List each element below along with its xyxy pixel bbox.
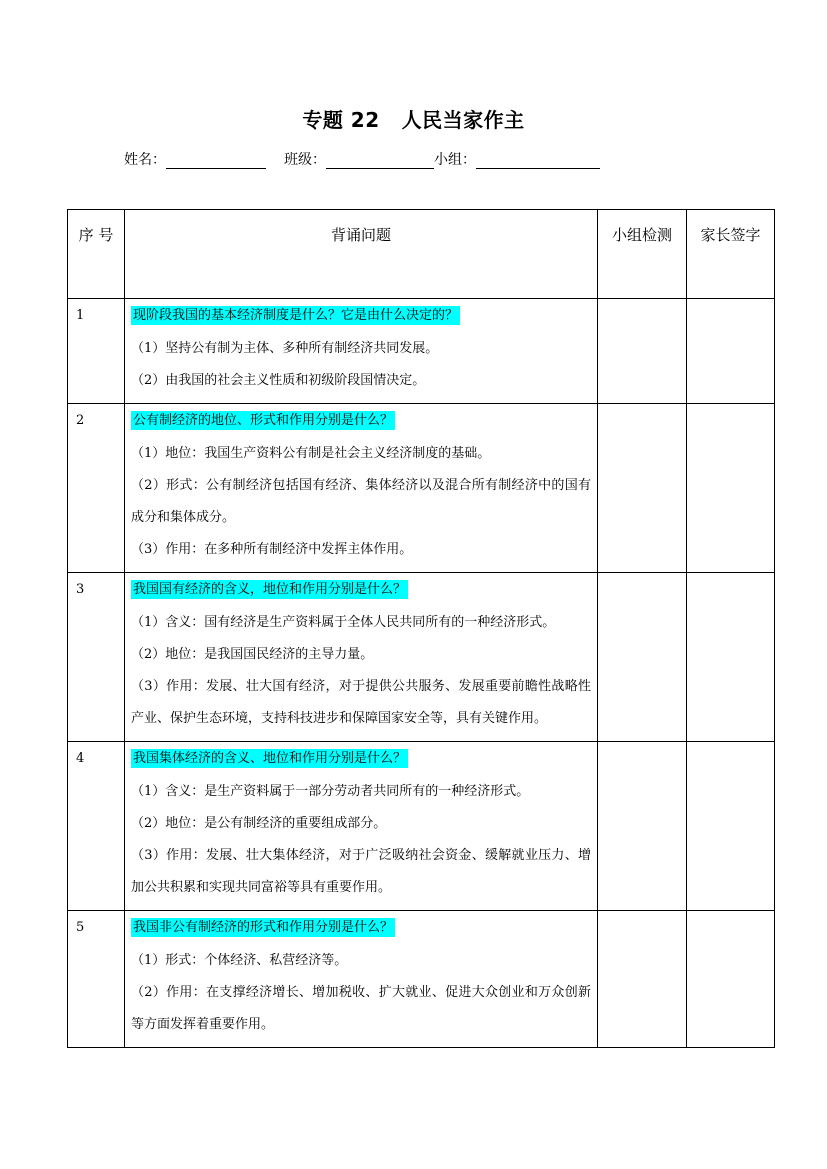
student-info-line <box>124 149 600 171</box>
answer-text: （2）作用：在支撑经济增长、增加税收、扩大就业、促进大众创业和万众创新等方面发挥着重要作用。 <box>131 985 591 1032</box>
col-header-number: 序 号 <box>68 210 125 299</box>
question-cell <box>125 911 598 1048</box>
answer-text: （2）地位：是我国国民经济的主导力量。 <box>131 647 374 662</box>
col-header-parent-signature: 家长签字 <box>687 210 775 299</box>
question-cell <box>125 404 598 573</box>
table-header-row <box>68 210 775 299</box>
name-field[interactable] <box>166 150 266 169</box>
row-number: 2 <box>68 404 125 573</box>
answer-text: （3）作用：发展、壮大集体经济，对于广泛吸纳社会资金、缓解就业压力、增加公共积累和实现共同富裕等具有重要作用。 <box>131 848 591 895</box>
row-number: 1 <box>68 299 125 404</box>
group-check-cell[interactable] <box>598 573 687 742</box>
row-number: 3 <box>68 573 125 742</box>
class-label: 班级： <box>284 152 326 168</box>
question-cell <box>125 573 598 742</box>
answer-text: （2）形式：公有制经济包括国有经济、集体经济以及混合所有制经济中的国有成分和集体成分。 <box>131 478 591 525</box>
parent-signature-cell[interactable] <box>687 404 775 573</box>
table-row <box>68 299 775 404</box>
question-text: 公有制经济的地位、形式和作用分别是什么？ <box>133 413 394 428</box>
row-number: 5 <box>68 911 125 1048</box>
table-row <box>68 573 775 742</box>
parent-signature-cell[interactable] <box>687 573 775 742</box>
col-header-group-check: 小组检测 <box>598 210 687 299</box>
answer-text: （3）作用：发展、壮大国有经济，对于提供公共服务、发展重要前瞻性战略性产业、保护生态环境，支持科技进步和保障国家安全等，具有关键作用。 <box>131 679 591 726</box>
table-row <box>68 404 775 573</box>
question-cell <box>125 299 598 404</box>
question-text: 我国国有经济的含义，地位和作用分别是什么？ <box>133 582 407 597</box>
question-text: 现阶段我国的基本经济制度是什么？它是由什么决定的？ <box>133 308 459 323</box>
col-header-question: 背诵问题 <box>125 210 598 299</box>
answer-text: （2）地位：是公有制经济的重要组成部分。 <box>131 816 387 831</box>
answer-text: （1）含义：国有经济是生产资料属于全体人民共同所有的一种经济形式。 <box>131 615 556 630</box>
answer-text: （2）由我国的社会主义性质和初级阶段国情决定。 <box>131 373 426 388</box>
parent-signature-cell[interactable] <box>687 299 775 404</box>
table-row <box>68 742 775 911</box>
answer-text: （3）作用：在多种所有制经济中发挥主体作用。 <box>131 542 413 557</box>
question-text: 我国非公有制经济的形式和作用分别是什么？ <box>133 920 394 935</box>
name-label: 姓名： <box>124 152 166 168</box>
group-check-cell[interactable] <box>598 742 687 911</box>
table-row <box>68 911 775 1048</box>
parent-signature-cell[interactable] <box>687 742 775 911</box>
answer-text: （1）含义：是生产资料属于一部分劳动者共同所有的一种经济形式。 <box>131 784 530 799</box>
group-check-cell[interactable] <box>598 911 687 1048</box>
page-title <box>0 104 827 133</box>
answer-text: （1）坚持公有制为主体、多种所有制经济共同发展。 <box>131 341 439 356</box>
group-check-cell[interactable] <box>598 404 687 573</box>
row-number: 4 <box>68 742 125 911</box>
group-field[interactable] <box>476 150 600 169</box>
recitation-table <box>67 209 775 1048</box>
group-check-cell[interactable] <box>598 299 687 404</box>
parent-signature-cell[interactable] <box>687 911 775 1048</box>
title-sub: 人民当家作主 <box>401 108 525 132</box>
answer-text: （1）形式：个体经济、私营经济等。 <box>131 953 348 968</box>
question-cell <box>125 742 598 911</box>
answer-text: （1）地位：我国生产资料公有制是社会主义经济制度的基础。 <box>131 446 491 461</box>
class-field[interactable] <box>326 150 434 169</box>
question-text: 我国集体经济的含义、地位和作用分别是什么？ <box>133 751 407 766</box>
title-main: 专题 22 <box>302 108 380 132</box>
group-label: 小组： <box>434 152 476 168</box>
